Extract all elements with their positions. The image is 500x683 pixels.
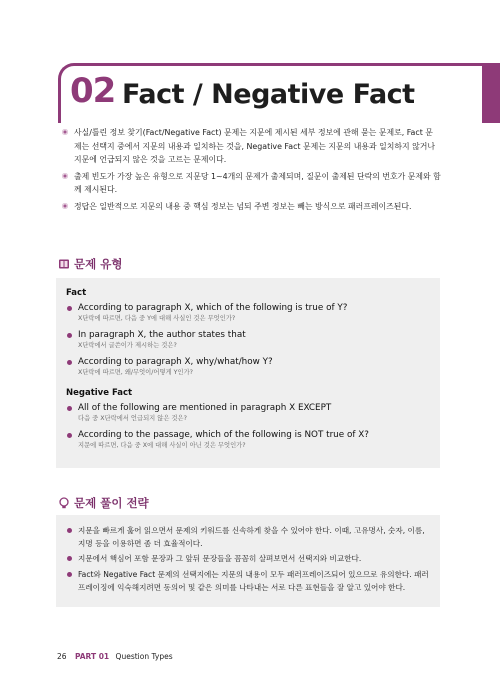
question-item bbox=[66, 403, 430, 424]
negative-fact-label: Negative Fact bbox=[66, 388, 133, 398]
intro-item: 사실/틀린 정보 찾기(Fact/Negative Fact) 문제는 지문에 제시된 세부 정보에 관해 묻는 문제로, Fact 문 제는 선택지 중에서 지문의 내용과 일치하는 것을, Negative Fact 문제는 지문의 내용과 일치하지 않거나 지문에 언급되지 않은 것을 고르는 문제이다. bbox=[62, 126, 444, 167]
question-item bbox=[66, 330, 430, 351]
section-heading-text: 문제 유형 bbox=[74, 257, 123, 271]
question-item bbox=[66, 357, 430, 378]
footer-part: PART 01 bbox=[74, 652, 110, 661]
strategy-item: 지문에서 핵심어 포함 문장과 그 앞뒤 문장들을 꼼꼼히 살펴보면서 선택지와 비교한다. bbox=[66, 552, 430, 565]
question-english: According to paragraph X, which of the following is true of Y? bbox=[78, 303, 348, 313]
strategy-item: Fact와 Negative Fact 문제의 선택지에는 지문의 내용이 모두 패러프레이즈되어 있으므로 유의한다. 패러 프레이징에 익숙해지려면 동의어 및 같은 의미를 나타내는 서로 다른 표현들을 잘 알고 있어야 한다. bbox=[66, 568, 430, 594]
page-footer bbox=[57, 652, 173, 661]
chapter-number: 02 bbox=[70, 71, 116, 111]
book-icon bbox=[58, 258, 70, 270]
footer-section: Question Types bbox=[115, 652, 173, 661]
intro-item: 정답은 일반적으로 지문의 내용 중 핵심 정보는 넘되 주변 정보는 빼는 방식으로 패러프레이즈된다. bbox=[62, 200, 444, 214]
question-korean: 다음 중 X단락에서 언급되지 않은 것은? bbox=[78, 415, 187, 422]
question-english: In paragraph X, the author states that bbox=[78, 330, 246, 340]
strategy-item: 지문을 빠르게 훑어 읽으면서 문제의 키워드를 신속하게 찾을 수 있어야 한다. 이때, 고유명사, 숫자, 이름, 지명 등을 이용하면 좀 더 효율적이다. bbox=[66, 524, 430, 550]
page-title: Fact / Negative Fact bbox=[122, 79, 415, 110]
lightbulb-icon bbox=[58, 497, 70, 509]
strategy-box bbox=[56, 515, 440, 607]
question-korean: 지문에 따르면, 다음 중 X에 대해 사실이 아닌 것은 무엇인가? bbox=[78, 442, 246, 449]
question-item bbox=[66, 303, 430, 324]
fact-label: Fact bbox=[66, 288, 87, 298]
question-english: All of the following are mentioned in paragraph X EXCEPT bbox=[78, 403, 332, 413]
section-heading-text: 문제 풀이 전략 bbox=[74, 496, 149, 510]
question-item bbox=[66, 430, 430, 451]
question-korean: X단락에서 글쓴이가 제시하는 것은? bbox=[78, 342, 177, 349]
question-types-box bbox=[56, 278, 440, 468]
question-english: According to paragraph X, why/what/how Y? bbox=[78, 357, 273, 367]
question-korean: X단락에 따르면, 다음 중 Y에 대해 사실인 것은 무엇인가? bbox=[78, 315, 236, 322]
intro-list bbox=[62, 126, 444, 216]
section-heading-strategy bbox=[58, 495, 149, 511]
intro-item: 출제 빈도가 가장 높은 유형으로 지문당 1~4개의 문제가 출제되며, 질문이 출제된 단락의 번호가 문제와 함 께 제시된다. bbox=[62, 170, 444, 197]
question-korean: X단락에 따르면, 왜/무엇이/어떻게 Y인가? bbox=[78, 369, 193, 376]
title-accent-bar bbox=[482, 63, 500, 123]
page-number: 26 bbox=[57, 652, 67, 661]
section-heading-question-types bbox=[58, 256, 122, 272]
question-english: According to the passage, which of the following is NOT true of X? bbox=[78, 430, 369, 440]
